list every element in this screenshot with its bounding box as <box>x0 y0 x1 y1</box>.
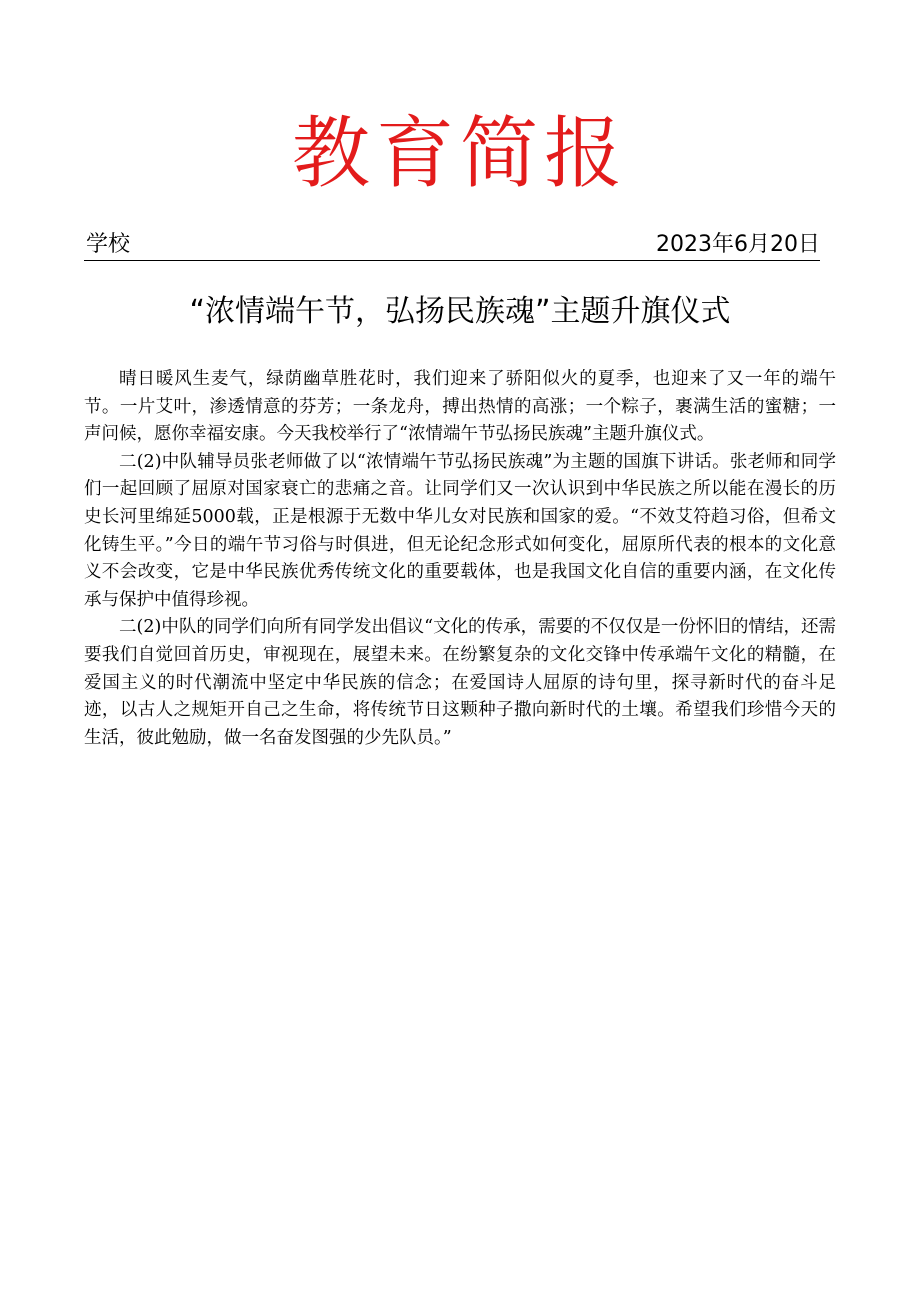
school-label: 学校 <box>86 232 131 257</box>
paragraph-1: 晴日暖风生麦气，绿荫幽草胜花时，我们迎来了骄阳似火的夏季，也迎来了又一年的端午节。一片艾叶，渗透情意的芬芳；一条龙舟，搏出热情的高涨；一个粽子，裹满生活的蜜糖；一声问候，愿你幸福安康。今天我校举行了“浓情端午节弘扬民族魂”主题升旗仪式。 <box>84 369 836 445</box>
article-headline: “浓情端午节，弘扬民族魂”主题升旗仪式 <box>189 294 731 329</box>
masthead-title: 教育简报 <box>291 109 628 199</box>
info-line <box>84 230 820 261</box>
paragraph-3: 二(2)中队的同学们向所有同学发出倡议“文化的传承，需要的不仅仅是一份怀旧的情结，还需要我们自觉回首历史，审视现在，展望未来。在纷繁复杂的文化交锋中传承端午文化的精髓，在爱国主义的时代潮流中坚定中华民族的信念；在爱国诗人屈原的诗句里，探寻新时代的奋斗足迹，以古人之规矩开自己之生命，将传统节日这颗种子撒向新时代的土壤。希望我们珍惜今天的生活，彼此勉励，做一名奋发图强的少先队员。” <box>84 617 836 748</box>
issue-date: 2023年6月20日 <box>656 232 820 257</box>
paragraph-2: 二(2)中队辅导员张老师做了以“浓情端午节弘扬民族魂”为主题的国旗下讲话。张老师和同学们一起回顾了屈原对国家衰亡的悲痛之音。让同学们又一次认识到中华民族之所以能在漫长的历史长河里绵延5000载，正是根源于无数中华儿女对民族和国家的爱。“不效艾符趋习俗，但希文化铸生平。”今日的端午节习俗与时俱进，但无论纪念形式如何变化，屈原所代表的根本的文化意义不会改变，它是中华民族优秀传统文化的重要载体，也是我国文化自信的重要内涵，在文化传承与保护中值得珍视。 <box>84 451 836 610</box>
article-body <box>84 366 836 752</box>
